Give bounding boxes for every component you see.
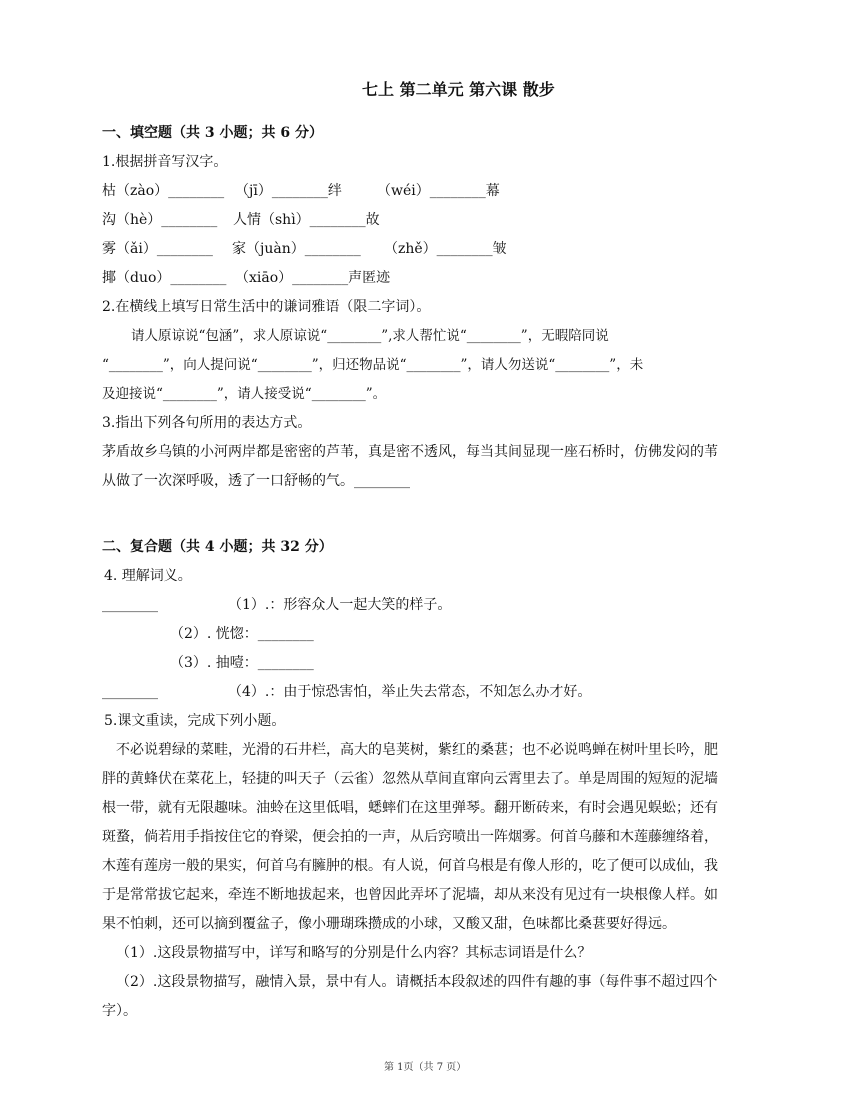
page-footer: 第 1页（共 7 页） bbox=[384, 1062, 467, 1073]
q2-line3: 及迎接说“________”，请人接受说“________”。 bbox=[102, 386, 387, 402]
q4-item1-blank: ________ bbox=[102, 597, 158, 613]
q5-passage-line3: 根一带，就有无限趣味。油蛉在这里低唱，蟋蟀们在这里弹琴。翻开断砖来，有时会遇见蜈蚣；还有 bbox=[102, 800, 718, 816]
q2-prompt: 2.在横线上填写日常生活中的谦词雅语（限二字词）。 bbox=[102, 299, 431, 315]
q5-passage-line7: 果不怕刺，还可以摘到覆盆子，像小珊瑚珠攒成的小球，又酸又甜，色味都比桑葚要好得远。 bbox=[102, 916, 676, 932]
q3-line1: 茅盾故乡乌镇的小河两岸都是密密的芦苇，真是密不透风，每当其间显现一座石桥时，仿佛发闷的苇 bbox=[102, 444, 718, 460]
q5-passage-line1: 不必说碧绿的菜畦，光滑的石井栏，高大的皂荚树，紫红的桑葚；也不必说鸣蝉在树叶里长吟，肥 bbox=[116, 742, 718, 758]
q5-subquestion-1: （1）.这段景物描写中，详写和略写的分别是什么内容？其标志词语是什么？ bbox=[116, 945, 592, 961]
q1-row4-item2: （xiāo）________声匿迹 bbox=[235, 270, 391, 286]
q5-passage-line2: 胖的黄蜂伏在菜花上，轻捷的叫天子（云雀）忽然从草间直窜向云霄里去了。单是周围的短短的泥墙 bbox=[102, 771, 718, 787]
q1-row1-item2: （jī）________绊 bbox=[235, 183, 342, 199]
section1-heading: 一、填空题（共 3 小题；共 6 分） bbox=[102, 125, 323, 141]
q4-item4-blank: ________ bbox=[102, 684, 158, 700]
q3-prompt: 3.指出下列各句所用的表达方式。 bbox=[102, 415, 312, 431]
q1-row3-item1: 雾（ǎi）________ bbox=[102, 241, 213, 257]
q5-passage-line4: 斑蝥，倘若用手指按住它的脊梁，便会拍的一声，从后窍喷出一阵烟雾。何首乌藤和木莲藤缠络着， bbox=[102, 829, 718, 845]
q2-line2: “________”，向人提问说“________”，归还物品说“________”，请人勿送说“________”，未 bbox=[102, 357, 644, 373]
q1-row3-item3: （zhě）________皱 bbox=[384, 241, 507, 257]
q4-item2-text: （2）. 恍惚：________ bbox=[170, 626, 314, 642]
page-title: 七上 第二单元 第六课 散步 bbox=[362, 80, 555, 99]
q4-item4-text: （4）.：由于惊恐害怕，举止失去常态，不知怎么办才好。 bbox=[228, 684, 592, 700]
q1-row4-item1: 揶（duo）________ bbox=[102, 270, 227, 286]
section2-heading: 二、复合题（共 4 小题；共 32 分） bbox=[102, 539, 333, 555]
q1-row1-item1: 枯（zào）________ bbox=[102, 183, 225, 199]
q4-item3-text: （3）. 抽噎：________ bbox=[170, 655, 314, 671]
q3-line2: 从做了一次深呼吸，透了一口舒畅的气。________ bbox=[102, 473, 410, 489]
q1-row1-item3: （wéi）________幕 bbox=[377, 183, 500, 199]
q2-line1: 请人原谅说“包涵”，求人原谅说“________”,求人帮忙说“________”，无暇陪同说 bbox=[131, 328, 609, 344]
q4-prompt: 4. 理解词义。 bbox=[104, 568, 192, 584]
q1-row3-item2: 家（juàn）________ bbox=[232, 241, 361, 257]
q5-passage-line5: 木莲有莲房一般的果实，何首乌有臃肿的根。有人说，何首乌根是有像人形的，吃了便可以成仙，我 bbox=[102, 858, 718, 874]
q5-passage-line6: 于是常常拔它起来，牵连不断地拔起来，也曾因此弄坏了泥墙，却从来没有见过有一块根像人样。如 bbox=[102, 887, 718, 903]
q1-row2-item2: 人情（shì）________故 bbox=[233, 212, 380, 228]
q4-item1-text: （1）.：形容众人一起大笑的样子。 bbox=[228, 597, 452, 613]
q1-row2-item1: 沟（hè）________ bbox=[102, 212, 218, 228]
q5-subquestion-2-cont: 字）。 bbox=[102, 1003, 137, 1019]
q5-prompt: 5.课文重读，完成下列小题。 bbox=[104, 713, 286, 729]
q1-prompt: 1.根据拼音写汉字。 bbox=[102, 154, 228, 170]
q5-subquestion-2: （2）.这段景物描写，融情入景，景中有人。请概括本段叙述的四件有趣的事（每件事不超过四个 bbox=[116, 974, 718, 990]
